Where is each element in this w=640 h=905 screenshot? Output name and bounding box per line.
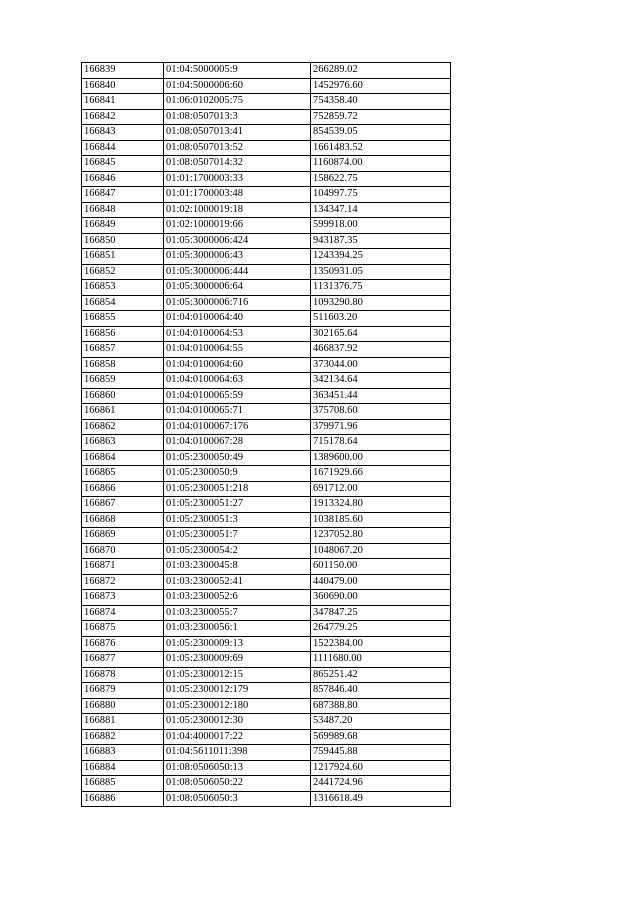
value-cell: 302165.64 (311, 326, 451, 342)
cadastral-number-cell: 01:05:3000006:444 (164, 264, 311, 280)
row-number-cell: 166878 (82, 667, 164, 683)
table-row (82, 481, 451, 497)
cadastral-number-cell: 01:03:2300045:8 (164, 559, 311, 575)
row-number-cell: 166875 (82, 621, 164, 637)
value-cell: 511603.20 (311, 311, 451, 327)
cadastral-number-cell: 01:03:2300052:6 (164, 590, 311, 606)
table-row (82, 435, 451, 451)
value-cell: 865251.42 (311, 667, 451, 683)
cadastral-number-cell: 01:05:2300012:179 (164, 683, 311, 699)
value-cell: 1452976.60 (311, 78, 451, 94)
row-number-cell: 166859 (82, 373, 164, 389)
row-number-cell: 166877 (82, 652, 164, 668)
table-row (82, 404, 451, 420)
cadastral-number-cell: 01:05:3000006:64 (164, 280, 311, 296)
cadastral-number-cell: 01:04:0100065:59 (164, 388, 311, 404)
cadastral-number-cell: 01:05:2300051:27 (164, 497, 311, 513)
table-row (82, 326, 451, 342)
table-row (82, 745, 451, 761)
value-cell: 1093290.80 (311, 295, 451, 311)
cadastral-number-cell: 01:05:2300050:49 (164, 450, 311, 466)
row-number-cell: 166873 (82, 590, 164, 606)
row-number-cell: 166871 (82, 559, 164, 575)
cadastral-number-cell: 01:05:2300051:3 (164, 512, 311, 528)
table-row (82, 760, 451, 776)
value-cell: 601150.00 (311, 559, 451, 575)
value-cell: 266289.02 (311, 63, 451, 79)
table-row (82, 125, 451, 141)
cadastral-number-cell: 01:08:0506050:13 (164, 760, 311, 776)
table-row (82, 171, 451, 187)
table-row (82, 714, 451, 730)
cadastral-number-cell: 01:04:0100064:40 (164, 311, 311, 327)
value-cell: 347847.25 (311, 605, 451, 621)
table-row (82, 497, 451, 513)
value-cell: 360690.00 (311, 590, 451, 606)
row-number-cell: 166884 (82, 760, 164, 776)
cadastral-number-cell: 01:08:0507013:52 (164, 140, 311, 156)
table-row (82, 249, 451, 265)
row-number-cell: 166839 (82, 63, 164, 79)
cadastral-number-cell: 01:04:0100065:71 (164, 404, 311, 420)
table-row (82, 683, 451, 699)
cadastral-number-cell: 01:04:0100067:176 (164, 419, 311, 435)
value-cell: 1316618.49 (311, 791, 451, 807)
table-row (82, 311, 451, 327)
row-number-cell: 166840 (82, 78, 164, 94)
row-number-cell: 166848 (82, 202, 164, 218)
value-cell: 759445.88 (311, 745, 451, 761)
cadastral-number-cell: 01:08:0507014:32 (164, 156, 311, 172)
row-number-cell: 166886 (82, 791, 164, 807)
table-row (82, 156, 451, 172)
value-cell: 1160874.00 (311, 156, 451, 172)
value-cell: 1243394.25 (311, 249, 451, 265)
table-row (82, 140, 451, 156)
table-row (82, 264, 451, 280)
data-table (81, 62, 451, 807)
row-number-cell: 166846 (82, 171, 164, 187)
value-cell: 1131376.75 (311, 280, 451, 296)
row-number-cell: 166849 (82, 218, 164, 234)
value-cell: 342134.64 (311, 373, 451, 389)
cadastral-number-cell: 01:05:2300050:9 (164, 466, 311, 482)
cadastral-number-cell: 01:04:0100067:28 (164, 435, 311, 451)
value-cell: 1913324.80 (311, 497, 451, 513)
row-number-cell: 166882 (82, 729, 164, 745)
value-cell: 1522384.00 (311, 636, 451, 652)
table-row (82, 559, 451, 575)
row-number-cell: 166869 (82, 528, 164, 544)
cadastral-number-cell: 01:04:4000017:22 (164, 729, 311, 745)
table-row (82, 543, 451, 559)
row-number-cell: 166864 (82, 450, 164, 466)
value-cell: 134347.14 (311, 202, 451, 218)
row-number-cell: 166842 (82, 109, 164, 125)
value-cell: 752859.72 (311, 109, 451, 125)
row-number-cell: 166850 (82, 233, 164, 249)
row-number-cell: 166858 (82, 357, 164, 373)
value-cell: 363451.44 (311, 388, 451, 404)
table-row (82, 78, 451, 94)
value-cell: 1389600.00 (311, 450, 451, 466)
row-number-cell: 166855 (82, 311, 164, 327)
table-row (82, 512, 451, 528)
cadastral-number-cell: 01:05:2300012:180 (164, 698, 311, 714)
table-row (82, 791, 451, 807)
value-cell: 715178.64 (311, 435, 451, 451)
row-number-cell: 166845 (82, 156, 164, 172)
row-number-cell: 166847 (82, 187, 164, 203)
value-cell: 854539.05 (311, 125, 451, 141)
value-cell: 599918.00 (311, 218, 451, 234)
row-number-cell: 166881 (82, 714, 164, 730)
value-cell: 379971.96 (311, 419, 451, 435)
row-number-cell: 166880 (82, 698, 164, 714)
table-row (82, 63, 451, 79)
value-cell: 1237052.80 (311, 528, 451, 544)
value-cell: 373044.00 (311, 357, 451, 373)
table-row (82, 605, 451, 621)
cadastral-number-cell: 01:03:2300056:1 (164, 621, 311, 637)
cadastral-number-cell: 01:05:3000006:716 (164, 295, 311, 311)
table-row (82, 574, 451, 590)
table-row (82, 698, 451, 714)
table-row (82, 94, 451, 110)
table-row (82, 357, 451, 373)
value-cell: 1350931.05 (311, 264, 451, 280)
value-cell: 440479.00 (311, 574, 451, 590)
value-cell: 466837.92 (311, 342, 451, 358)
cadastral-number-cell: 01:03:2300055:7 (164, 605, 311, 621)
row-number-cell: 166883 (82, 745, 164, 761)
cadastral-number-cell: 01:02:1000019:18 (164, 202, 311, 218)
value-cell: 1111680.00 (311, 652, 451, 668)
table-row (82, 280, 451, 296)
value-cell: 1048067.20 (311, 543, 451, 559)
table-row (82, 450, 451, 466)
row-number-cell: 166851 (82, 249, 164, 265)
cadastral-number-cell: 01:04:0100064:55 (164, 342, 311, 358)
table-row (82, 621, 451, 637)
table-row (82, 233, 451, 249)
cadastral-number-cell: 01:05:2300051:218 (164, 481, 311, 497)
cadastral-number-cell: 01:05:2300012:30 (164, 714, 311, 730)
value-cell: 691712.00 (311, 481, 451, 497)
cadastral-number-cell: 01:05:3000006:43 (164, 249, 311, 265)
row-number-cell: 166867 (82, 497, 164, 513)
cadastral-number-cell: 01:05:2300051:7 (164, 528, 311, 544)
table-row (82, 466, 451, 482)
row-number-cell: 166841 (82, 94, 164, 110)
cadastral-number-cell: 01:05:2300009:69 (164, 652, 311, 668)
table-row (82, 218, 451, 234)
row-number-cell: 166856 (82, 326, 164, 342)
row-number-cell: 166844 (82, 140, 164, 156)
cadastral-number-cell: 01:04:0100064:63 (164, 373, 311, 389)
value-cell: 754358.40 (311, 94, 451, 110)
table-row (82, 528, 451, 544)
row-number-cell: 166862 (82, 419, 164, 435)
row-number-cell: 166872 (82, 574, 164, 590)
table-row (82, 342, 451, 358)
cadastral-number-cell: 01:08:0506050:3 (164, 791, 311, 807)
value-cell: 375708.60 (311, 404, 451, 420)
row-number-cell: 166866 (82, 481, 164, 497)
table-row (82, 373, 451, 389)
row-number-cell: 166879 (82, 683, 164, 699)
cadastral-number-cell: 01:01:1700003:33 (164, 171, 311, 187)
cadastral-number-cell: 01:01:1700003:48 (164, 187, 311, 203)
value-cell: 1661483.52 (311, 140, 451, 156)
table-row (82, 202, 451, 218)
value-cell: 158622.75 (311, 171, 451, 187)
value-cell: 943187.35 (311, 233, 451, 249)
value-cell: 1217924.60 (311, 760, 451, 776)
cadastral-number-cell: 01:04:0100064:53 (164, 326, 311, 342)
row-number-cell: 166876 (82, 636, 164, 652)
cadastral-number-cell: 01:06:0102005:75 (164, 94, 311, 110)
table-row (82, 636, 451, 652)
cadastral-number-cell: 01:05:2300009:13 (164, 636, 311, 652)
cadastral-number-cell: 01:08:0507013:41 (164, 125, 311, 141)
row-number-cell: 166843 (82, 125, 164, 141)
value-cell: 264779.25 (311, 621, 451, 637)
row-number-cell: 166870 (82, 543, 164, 559)
table-row (82, 729, 451, 745)
table-row (82, 187, 451, 203)
value-cell: 53487.20 (311, 714, 451, 730)
table-body (82, 63, 451, 807)
table-row (82, 652, 451, 668)
value-cell: 1038185.60 (311, 512, 451, 528)
cadastral-number-cell: 01:04:5000005:9 (164, 63, 311, 79)
table-row (82, 295, 451, 311)
row-number-cell: 166868 (82, 512, 164, 528)
value-cell: 2441724.96 (311, 776, 451, 792)
row-number-cell: 166885 (82, 776, 164, 792)
table-row (82, 590, 451, 606)
table-row (82, 667, 451, 683)
cadastral-number-cell: 01:03:2300052:41 (164, 574, 311, 590)
value-cell: 1671929.66 (311, 466, 451, 482)
cadastral-number-cell: 01:04:0100064:60 (164, 357, 311, 373)
cadastral-number-cell: 01:05:2300054:2 (164, 543, 311, 559)
row-number-cell: 166854 (82, 295, 164, 311)
row-number-cell: 166865 (82, 466, 164, 482)
row-number-cell: 166874 (82, 605, 164, 621)
table-row (82, 419, 451, 435)
row-number-cell: 166861 (82, 404, 164, 420)
row-number-cell: 166857 (82, 342, 164, 358)
table-row (82, 776, 451, 792)
row-number-cell: 166863 (82, 435, 164, 451)
row-number-cell: 166853 (82, 280, 164, 296)
value-cell: 104997.75 (311, 187, 451, 203)
table-row (82, 109, 451, 125)
value-cell: 687388.80 (311, 698, 451, 714)
cadastral-number-cell: 01:08:0507013:3 (164, 109, 311, 125)
cadastral-number-cell: 01:04:5000006:60 (164, 78, 311, 94)
cadastral-number-cell: 01:02:1000019:66 (164, 218, 311, 234)
cadastral-number-cell: 01:08:0506050:22 (164, 776, 311, 792)
value-cell: 857846.40 (311, 683, 451, 699)
cadastral-number-cell: 01:04:5611011:398 (164, 745, 311, 761)
value-cell: 569989.68 (311, 729, 451, 745)
row-number-cell: 166852 (82, 264, 164, 280)
cadastral-number-cell: 01:05:3000006:424 (164, 233, 311, 249)
table-row (82, 388, 451, 404)
row-number-cell: 166860 (82, 388, 164, 404)
cadastral-number-cell: 01:05:2300012:15 (164, 667, 311, 683)
